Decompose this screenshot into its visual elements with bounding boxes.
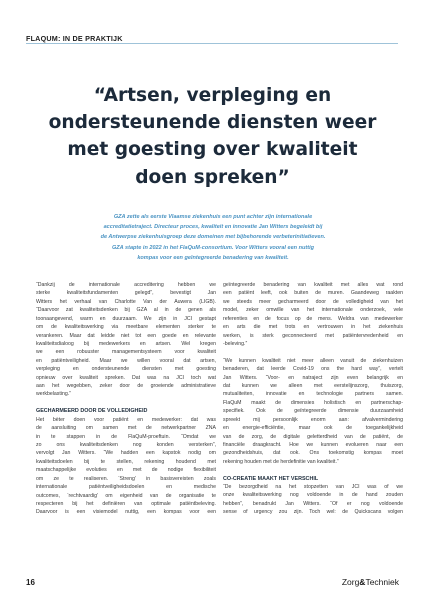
body-text-line: de aansluiting om samen met de netwerkpartner ZNA [36, 425, 216, 432]
body-text-line: Witters het verhaal van Charlotte Van der Auwera (LIGB). [36, 298, 216, 305]
body-text-line: “Daarvoor zat kwaliteitsdenken bij GZA al in de genen als [36, 307, 216, 314]
brand-ampersand: & [359, 577, 366, 587]
body-text-line: zo ons kwaliteitsdenken nog konden versterken”, [36, 441, 216, 448]
body-text-line: en patiëntveiligheid. Maar we willen vooral dat artsen, [36, 357, 216, 364]
body-text-line: “Dankzij de internationale accreditering hebben we [36, 282, 216, 288]
body-text-line: onze kwaliteitswerking nog voldoende in de hand zouden [223, 492, 403, 499]
article-headline [40, 82, 385, 191]
body-text-line: Jan Witters. “Voor- en natraject zijn even belangrijk en [223, 374, 403, 381]
paragraph-gap [223, 348, 403, 356]
body-text-line: Het bèter doen voor patiënt en medewerker: dat was [36, 416, 216, 423]
body-text-line: aan het wegebben, zeker door de groeiende administratieve [36, 383, 216, 390]
headline-line: doen spreken” [135, 166, 290, 188]
body-text-line: gezondheidshuis, dat ook. Ons toekomstig kompas moet [223, 450, 403, 457]
intro-line: de Antwerpse ziekenhuisgroep deze domeinen met bijbehorende verbeterinitiatieven. [100, 234, 326, 241]
body-text-line: mutualiteiten, innovatie en technologie partners samen. [223, 391, 403, 398]
body-text-line: en arts die met trots en vertrouwen in het ziekenhuis [223, 324, 403, 331]
body-text-line: om de kwaliteitswerking via meetbare elementen sterker te [36, 324, 216, 331]
body-text-line: sense of urgency zou zijn. Toch wel: de Quickscans volgen [223, 509, 403, 516]
intro-line: kompas voor een geïntegreerde benadering van kwaliteit. [137, 254, 289, 261]
headline-line: met goesting over kwaliteit [67, 139, 358, 161]
article-intro [74, 212, 352, 263]
body-text-line: sterke kwaliteitsfundamenten gelegd”, bevestigt Jan [36, 290, 216, 297]
body-text-line: werkbelasting.” [36, 391, 71, 398]
body-text-line: dat kunnen we alleen met eerstelijnszorg, thuiszorg, [223, 383, 403, 390]
body-text-line: spreekt mij persoonlijk enorm aan: afvalvermindering [223, 416, 403, 423]
body-text-line: toonaangevend, warm en duurzaam. We zijn in JCI gestapt [36, 315, 216, 322]
section-tag: FLAQUM: IN DE PRAKTIJK [26, 34, 123, 43]
brand-part1: Zorg [341, 577, 360, 587]
body-text-line: we een robuuster managementsysteem voor kwaliteit [36, 349, 216, 356]
body-text-line: FlaQuM maakt de dimensies holistisch en partnerschap- [223, 399, 403, 406]
body-text-line: opnieuw over kwaliteit spreken. Dat was na JCI toch wat [36, 374, 216, 381]
body-text-line: respecteren bij het definiëren van optimale patiëntbeleving. [36, 500, 216, 507]
body-text-line: Daarvoor is een visiemodel nuttig, een kompas voor een [36, 509, 216, 516]
body-text-line: om ze te realiseren. ‘Streng’ in basisvereisten zoals [36, 475, 216, 482]
paragraph-gap [223, 466, 403, 474]
body-text-line: hebben”, benadrukt Jan Witters. “Of er nog voldoende [223, 500, 403, 507]
subheading: GECHARMEERD DOOR DE VOLLEDIGHEID [36, 408, 148, 415]
body-text-line: rekening houden met de herdefinitie van kwaliteit.” [223, 458, 339, 465]
body-text-line: “We kunnen kwaliteit niet meer alleen vanuit de ziekenhuizen [223, 357, 403, 364]
body-text-line: maatschappelijke evoluties en met de nodige flexibiliteit [36, 467, 216, 474]
headline-line: “Artsen, verpleging en [93, 85, 332, 106]
body-text-line: en energie-efficiëntie, maar ook de toegankelijkheid [223, 425, 403, 432]
body-text-line: geïntegreerde benadering van kwaliteit met alles wat rond [223, 282, 403, 288]
intro-line: GZA stapte in 2022 in het FlaQuM-consortium. Voor Witters vooral een nuttig [111, 244, 315, 251]
body-text-line: verpleging en ondersteunende diensten met goesting [36, 366, 216, 373]
body-text-line: we steeds meer gecharmeerd door de volledigheid van het [223, 298, 403, 305]
magazine-brand [342, 577, 399, 587]
body-text-line: vervolgt Jan Witters. “We hadden een kapstok nodig om [36, 450, 216, 457]
page-number: 16 [26, 578, 35, 587]
body-text-line: van de zorg, de digitale geletterdheid van de patiënt, de [223, 433, 403, 440]
intro-line: GZA zette als eerste Vlaamse ziekenhuis een punt achter zijn internationale [113, 214, 313, 220]
body-text-line: een patiënt leeft, ook buiten de muren. Gaandeweg raakten [223, 290, 403, 297]
subheading: CO-CREATIE MAAKT HET VERSCHIL [223, 475, 319, 482]
body-text-line: specifiek. Ook de geïntegreerde dimensie duurzaamheid [223, 408, 403, 415]
body-text-line: kwaliteitsdialoog bij medewerkers en artsen. Wel kregen [36, 340, 216, 347]
intro-line: accreditatietraject. Directeur proces, kwaliteit en innovatie Jan Witters begeleidt bij [103, 224, 323, 231]
body-text-line: outcomes, ‘rechtvaardig’ om eigenheid van de organisatie te [36, 492, 216, 499]
headline-line: ondersteunende diensten weer [48, 112, 377, 134]
body-text-line: werken, is sterk geconnecteerd met patiëntervredenheid en [223, 332, 403, 339]
body-text-line: kwaliteitsdoelen bij te stellen, rekening houdend met [36, 458, 216, 465]
body-text-line: verankeren. Maar dat leidde niet tot een goede en relevante [36, 332, 216, 339]
body-column-right [223, 281, 403, 517]
body-column-left [36, 281, 216, 517]
body-text-line: “De bezorgdheid na het stopzetten van JCI was of we [223, 484, 403, 491]
body-text-line: financiële draagkracht. Hoe we kunnen evolueren naar een [223, 441, 403, 448]
body-text-line: in te stappen in de FlaQuM-proeftuin. “Omdat we [36, 433, 216, 440]
brand-part2: Techniek [365, 577, 399, 587]
section-divider [26, 43, 398, 44]
body-text-line: internationale patiëntveiligheidsdoelen en medische [36, 484, 216, 491]
body-text-line: benaderen, dat leerde Covid-19 ons the hard way”, vertelt [223, 366, 403, 373]
body-text-line: -beleving.” [223, 340, 248, 347]
body-text-line: model, zeker omwille van het internationale onderzoek, vele [223, 307, 403, 314]
body-text-line: referenties en de focus op de mens. Weldra van medewerker [223, 315, 403, 322]
paragraph-gap [36, 399, 216, 407]
